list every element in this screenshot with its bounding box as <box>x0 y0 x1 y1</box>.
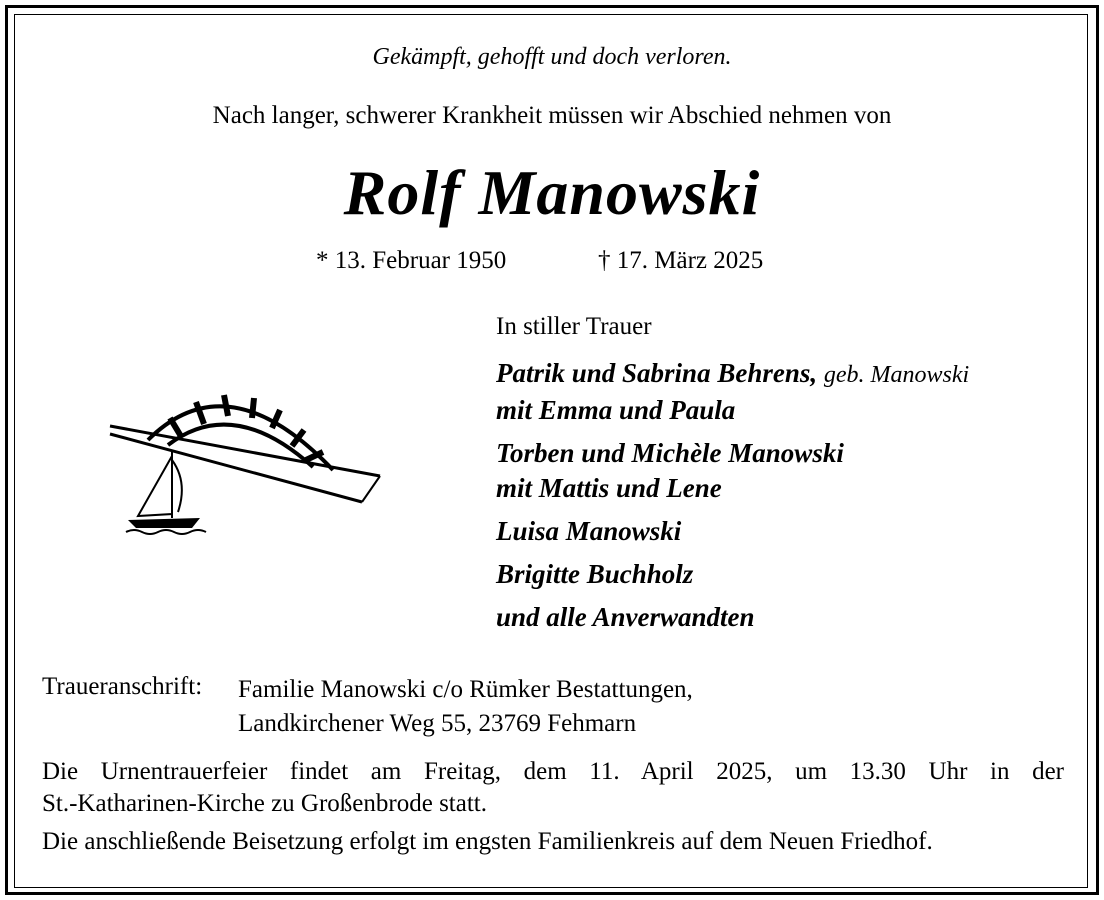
mourner-entry <box>496 436 1076 506</box>
mourner-subline: mit Emma und Paula <box>496 395 736 425</box>
address-line: Familie Manowski c/o Rümker Bestattungen, <box>238 676 693 703</box>
birth-date: * 13. Februar 1950 <box>316 247 507 274</box>
mourner-entry <box>496 514 1076 549</box>
mourner-name: Patrik und Sabrina Behrens, <box>496 358 818 388</box>
mourners-block <box>496 312 1076 643</box>
intro-text: Nach langer, schwerer Krankheit müssen wir Abschied nehmen von <box>212 102 892 129</box>
mourner-name: Luisa Manowski <box>496 516 682 546</box>
ceremony-line: Die Urnentrauerfeier findet am Freitag, dem 11. April 2025, um 13.30 Uhr in der <box>42 758 1064 785</box>
mourner-name: und alle Anverwandten <box>496 602 755 632</box>
mourner-name: Brigitte Buchholz <box>496 559 694 589</box>
mourner-name: Torben und Michèle Manowski <box>496 438 844 468</box>
burial-notice: Die anschließende Beisetzung erfolgt im engsten Familienkreis auf dem Neuen Friedhof. <box>42 828 933 855</box>
ceremony-line: St.-Katharinen-Kirche zu Großenbrode statt. <box>42 790 487 817</box>
motto: Gekämpft, gehofft und doch verloren. <box>372 44 732 70</box>
ceremony-notice <box>42 756 1064 820</box>
mourner-entry <box>496 600 1076 635</box>
mourner-note: geb. Manowski <box>823 362 970 388</box>
mourner-subline: mit Mattis und Lene <box>496 473 722 503</box>
mourning-address <box>238 673 693 741</box>
bridge-and-sailboat-icon <box>108 390 392 540</box>
mourners-intro: In stiller Trauer <box>496 313 652 340</box>
address-label: Traueranschrift: <box>42 673 203 700</box>
mourner-entry <box>496 557 1076 592</box>
mourner-entry <box>496 356 1076 428</box>
address-line: Landkirchener Weg 55, 23769 Fehmarn <box>238 710 637 737</box>
deceased-name: Rolf Manowski <box>343 157 761 228</box>
death-date: † 17. März 2025 <box>598 247 764 274</box>
